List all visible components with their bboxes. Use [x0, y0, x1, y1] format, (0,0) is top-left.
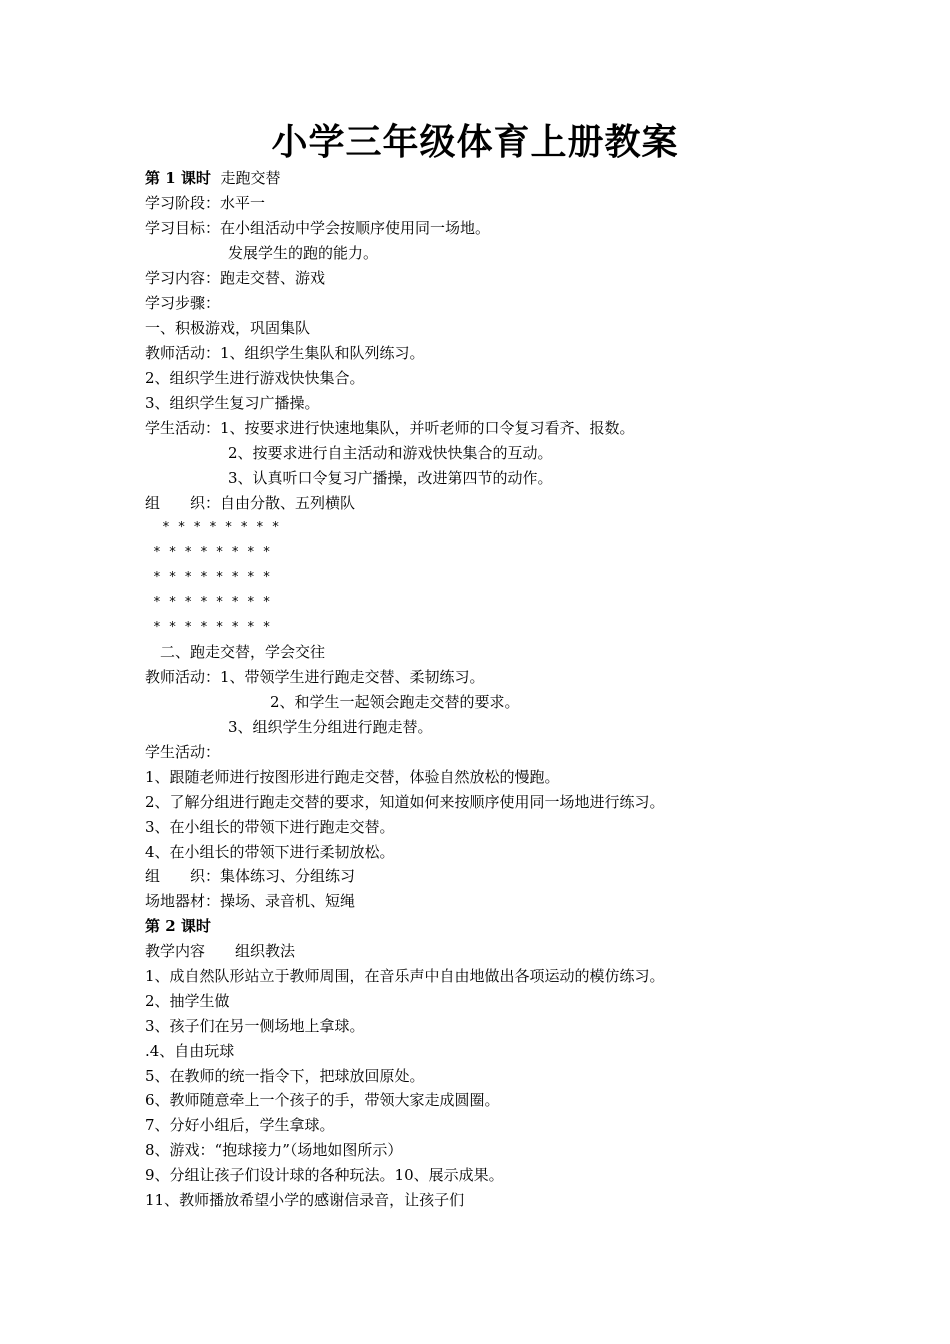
- student-activity-3: 3、认真听口令复习广播操，改进第四节的动作。: [228, 469, 553, 487]
- lesson2-item: 7、分好小组后，学生拿球。: [145, 1116, 335, 1134]
- student-activity-2: 2、按要求进行自主活动和游戏快快集合的互动。: [228, 444, 553, 462]
- teacher-activity-4: 教师活动：1、带领学生进行跑走交替、柔韧练习。: [145, 668, 485, 686]
- student-activity-item: 3、在小组长的带领下进行跑走交替。: [145, 818, 395, 836]
- equipment: 场地器材：操场、录音机、短绳: [145, 892, 356, 910]
- student-activity-1: 学生活动：1、按要求进行快速地集队，并听老师的口令复习看齐、报数。: [145, 419, 635, 437]
- lesson2-item: 11、教师播放希望小学的感谢信录音，让孩子们: [145, 1191, 465, 1209]
- teacher-activity-6: 3、组织学生分组进行跑走替。: [228, 718, 433, 736]
- lesson2-item: 8、游戏：“抱球接力”（场地如图所示）: [145, 1141, 403, 1159]
- study-content: 学习内容：跑走交替、游戏: [145, 269, 326, 287]
- lesson2-item: .4、自由玩球: [145, 1042, 235, 1060]
- lesson2-item: 6、教师随意牵上一个孩子的手，带领大家走成圆圈。: [145, 1091, 500, 1109]
- lesson1-heading: 第 1 课时: [145, 169, 211, 187]
- lesson2-item: 3、孩子们在另一侧场地上拿球。: [145, 1017, 365, 1035]
- teacher-activity-3: 3、组织学生复习广播操。: [145, 394, 320, 412]
- formation-row: * * * * * * * *: [153, 620, 271, 635]
- organization-2: 组 织：集体练习、分组练习: [145, 867, 356, 885]
- student-activity-item: 1、跟随老师进行按图形进行跑走交替，体验自然放松的慢跑。: [145, 768, 560, 786]
- lesson1-topic: 走跑交替: [220, 169, 281, 187]
- section-1-heading: 一、积极游戏，巩固集队: [145, 319, 311, 337]
- teacher-activity-2: 2、组织学生进行游戏快快集合。: [145, 369, 365, 387]
- lesson2-item: 2、抽学生做: [145, 992, 230, 1010]
- student-activity-heading: 学生活动：: [145, 743, 221, 761]
- study-stage: 学习阶段：水平一: [145, 194, 266, 212]
- study-goal-1: 学习目标：在小组活动中学会按顺序使用同一场地。: [145, 219, 491, 237]
- teacher-activity-1: 教师活动：1、组织学生集队和队列练习。: [145, 344, 425, 362]
- study-steps: 学习步骤：: [145, 294, 221, 312]
- formation-row: * * * * * * * *: [162, 520, 280, 535]
- lesson1-heading-line: [145, 168, 280, 188]
- study-goal-2: 发展学生的跑的能力。: [228, 244, 379, 262]
- formation-row: * * * * * * * *: [153, 595, 271, 610]
- section-2-heading: 二、跑走交替，学会交往: [160, 643, 326, 661]
- formation-row: * * * * * * * *: [153, 545, 271, 560]
- student-activity-item: 2、了解分组进行跑走交替的要求，知道如何来按顺序使用同一场地进行练习。: [145, 793, 665, 811]
- lesson2-columns: 教学内容 组织教法: [145, 942, 296, 960]
- formation-row: * * * * * * * *: [153, 570, 271, 585]
- teacher-activity-5: 2、和学生一起领会跑走交替的要求。: [270, 693, 520, 711]
- lesson2-heading: 第 2 课时: [145, 917, 211, 935]
- organization-1: 组 织：自由分散、五列横队: [145, 494, 356, 512]
- student-activity-item: 4、在小组长的带领下进行柔韧放松。: [145, 843, 395, 861]
- document-title: 小学三年级体育上册教案: [271, 121, 679, 163]
- lesson2-item: 1、成自然队形站立于教师周围，在音乐声中自由地做出各项运动的模仿练习。: [145, 967, 665, 985]
- lesson2-item: 5、在教师的统一指令下，把球放回原处。: [145, 1067, 425, 1085]
- lesson2-item: 9、分组让孩子们设计球的各种玩法。10、展示成果。: [145, 1166, 504, 1184]
